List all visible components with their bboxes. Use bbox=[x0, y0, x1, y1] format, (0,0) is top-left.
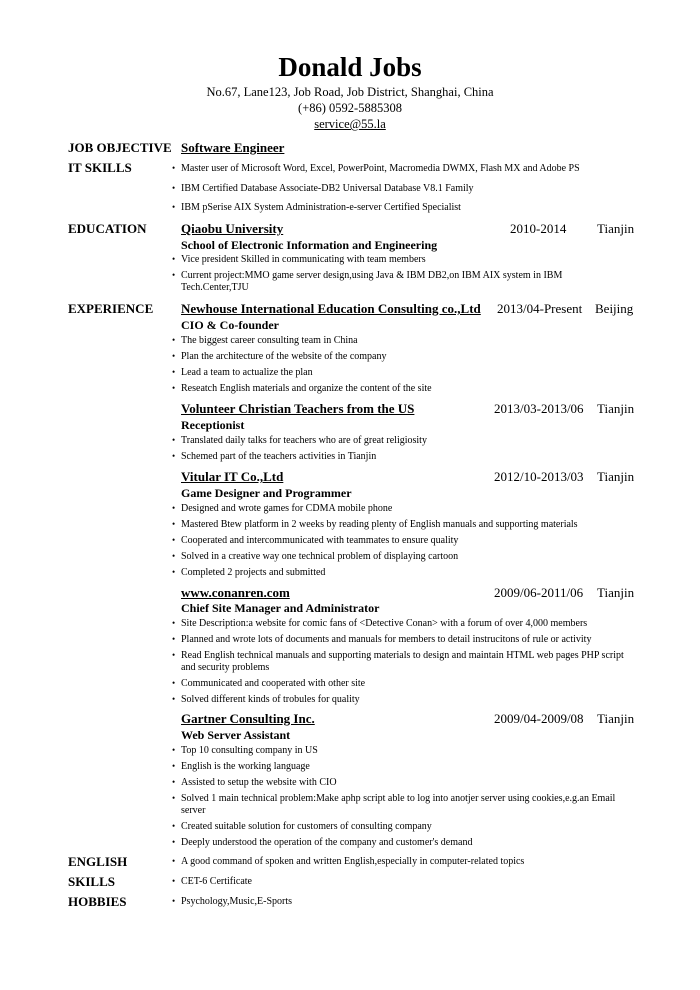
list-item: • Reseatch English materials and organize the content of the site bbox=[172, 383, 632, 395]
list-item: • Vice president Skilled in communicating with team members bbox=[172, 254, 592, 266]
list-item: • Lead a team to actualize the plan bbox=[172, 367, 632, 379]
it-skills-list bbox=[172, 163, 632, 222]
education-list bbox=[172, 254, 592, 298]
list-item: • IBM Certified Database Associate-DB2 Universal Database V8.1 Family bbox=[172, 183, 632, 195]
list-item: • Schemed part of the teachers activities in Tianjin bbox=[172, 451, 632, 463]
section-label-objective: JOB OBJECTIVE bbox=[68, 140, 172, 155]
job-date: 2013/03-2013/06 bbox=[494, 401, 584, 416]
list-item: • The biggest career consulting team in China bbox=[172, 335, 632, 347]
list-item: • Translated daily talks for teachers who are of great religiosity bbox=[172, 435, 632, 447]
job-role: Receptionist bbox=[181, 418, 245, 432]
list-item: • Top 10 consulting company in US bbox=[172, 745, 632, 757]
list-item: • Mastered Btew platform in 2 weeks by reading plenty of English manuals and supporting materials bbox=[172, 519, 632, 531]
section-label-education: EDUCATION bbox=[68, 221, 147, 236]
job-company: Volunteer Christian Teachers from the US bbox=[181, 401, 415, 416]
job-role: Web Server Assistant bbox=[181, 728, 291, 742]
job-location: Beijing bbox=[595, 301, 634, 316]
job-duties-list bbox=[172, 435, 632, 467]
resume-header bbox=[0, 50, 700, 132]
education-date: 2010-2014 bbox=[510, 221, 567, 236]
list-item: • Psychology,Music,E-Sports bbox=[172, 896, 632, 908]
email-link[interactable]: service@55.la bbox=[314, 117, 386, 131]
section-label-english: ENGLISH bbox=[68, 854, 128, 869]
job-role: Chief Site Manager and Administrator bbox=[181, 601, 380, 615]
list-item: • Plan the architecture of the website of the company bbox=[172, 351, 632, 363]
candidate-name: Donald Jobs bbox=[278, 52, 422, 82]
list-item: • IBM pSerise AIX System Administration-e-server Certified Specialist bbox=[172, 202, 632, 214]
list-item: • Current project:MMO game server design,using Java & IBM DB2,on IBM AIX system in IBM Tech.Center,TJU bbox=[172, 270, 592, 293]
education-school: Qiaobu University bbox=[181, 221, 284, 236]
list-item: • Planned and wrote lots of documents and manuals for members to detail instrucitons of rule or activity bbox=[172, 634, 632, 646]
job-date: 2012/10-2013/03 bbox=[494, 469, 584, 484]
phone: (+86) 0592-5885308 bbox=[298, 101, 402, 115]
list-item: • Site Description:a website for comic fans of <Detective Conan> with a forum of over 4,000 members bbox=[172, 618, 632, 630]
job-company: Gartner Consulting Inc. bbox=[181, 711, 315, 726]
job-location: Tianjin bbox=[597, 585, 635, 600]
job-duties-list bbox=[172, 335, 632, 399]
job-role: CIO & Co-founder bbox=[181, 318, 279, 332]
list-item: • Deeply understood the operation of the company and customer's demand bbox=[172, 837, 632, 849]
job-role: Game Designer and Programmer bbox=[181, 486, 352, 500]
list-item: • Solved 1 main technical problem:Make aphp script able to log into anotjer server using cookies,e.g.an Email server bbox=[172, 793, 632, 816]
education-faculty: School of Electronic Information and Engineering bbox=[181, 238, 438, 252]
list-item: • Master user of Microsoft Word, Excel, PowerPoint, Macromedia DWMX, Flash MX and Adobe PS bbox=[172, 163, 632, 175]
list-item: • Communicated and cooperated with other site bbox=[172, 678, 632, 690]
skills-list bbox=[172, 876, 632, 892]
job-location: Tianjin bbox=[597, 711, 635, 726]
list-item: • Created suitable solution for customers of consulting company bbox=[172, 821, 632, 833]
job-location: Tianjin bbox=[597, 401, 635, 416]
education-location: Tianjin bbox=[597, 221, 635, 236]
list-item: • Assisted to setup the website with CIO bbox=[172, 777, 632, 789]
list-item: • English is the working language bbox=[172, 761, 632, 773]
list-item: • Completed 2 projects and submitted bbox=[172, 567, 632, 579]
section-label-hobbies: HOBBIES bbox=[68, 894, 127, 909]
address: No.67, Lane123, Job Road, Job District, Shanghai, China bbox=[206, 85, 494, 99]
list-item: • A good command of spoken and written English,especially in computer-related topics bbox=[172, 856, 632, 868]
job-date: 2009/06-2011/06 bbox=[494, 585, 584, 600]
job-company: Newhouse International Education Consulting co.,Ltd bbox=[181, 301, 481, 316]
list-item: • Solved in a creative way one technical problem of displaying cartoon bbox=[172, 551, 632, 563]
list-item: • Designed and wrote games for CDMA mobile phone bbox=[172, 503, 632, 515]
english-list bbox=[172, 856, 632, 872]
objective-value: Software Engineer bbox=[181, 140, 285, 155]
job-duties-list bbox=[172, 503, 632, 583]
list-item: • Cooperated and intercommunicated with teammates to ensure quality bbox=[172, 535, 632, 547]
section-label-experience: EXPERIENCE bbox=[68, 301, 154, 316]
job-company: Vitular IT Co.,Ltd bbox=[181, 469, 284, 484]
list-item: • Solved different kinds of trobules for quality bbox=[172, 694, 632, 706]
job-date: 2013/04-Present bbox=[497, 301, 583, 316]
list-item: • CET-6 Certificate bbox=[172, 876, 632, 888]
job-date: 2009/04-2009/08 bbox=[494, 711, 584, 726]
job-location: Tianjin bbox=[597, 469, 635, 484]
hobbies-list bbox=[172, 896, 632, 912]
section-label-it-skills: IT SKILLS bbox=[68, 160, 132, 175]
section-label-skills: SKILLS bbox=[68, 874, 115, 889]
job-duties-list bbox=[172, 745, 632, 853]
job-duties-list bbox=[172, 618, 632, 710]
list-item: • Read English technical manuals and supporting materials to design and maintain HTML web pages PHP script and security problems bbox=[172, 650, 632, 673]
job-company: www.conanren.com bbox=[181, 585, 290, 600]
